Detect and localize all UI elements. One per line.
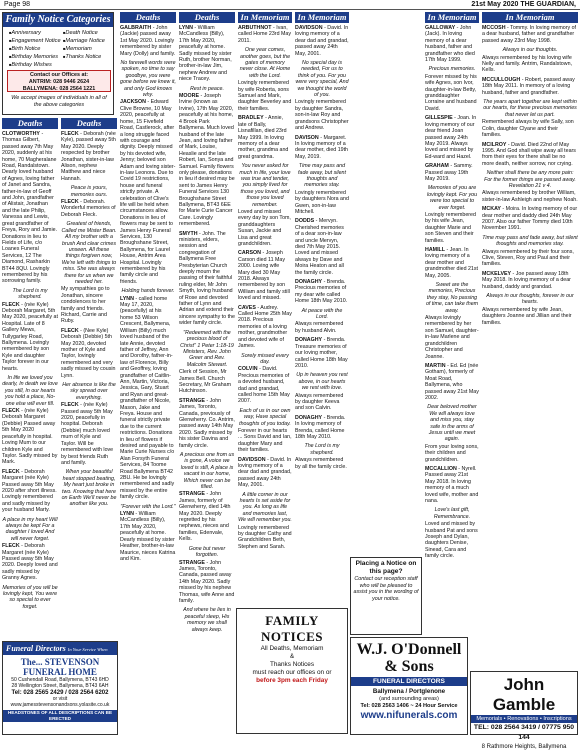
placing-body: Contact our reception staff who will be pleased to assist you in the wording of your notice. <box>353 576 419 602</box>
notice-verse: Greatest of friends, Called me Mister Bean. All my brother with a brush And clear crimes unseen. All these things forgiven now, We're left with things to miss. She was always there for us when we needed her. <box>61 221 117 285</box>
notice-surname: COLVIN <box>238 366 258 373</box>
notice-entry <box>179 491 235 542</box>
section-header-memoriam: In Memoriam <box>482 12 578 23</box>
notice-surname: DONAGHY <box>295 279 323 286</box>
notice-surname: MCKELVEY <box>482 270 512 277</box>
notice-surname: DAVIDSON <box>295 25 323 31</box>
notice-verse: Time may pass and fade away, but silent thoughts and memories stay. <box>482 234 578 248</box>
section-header-deaths: Deaths <box>61 118 117 129</box>
notice-entry <box>295 279 349 305</box>
notice-entry <box>425 466 479 504</box>
notice-surname: STRANGE <box>179 397 205 404</box>
notice-entry <box>238 115 292 160</box>
notice-verse: Gone but never forgotten. <box>188 545 226 559</box>
ad-surrounds: (and surrounding areas) <box>379 696 439 702</box>
notice-body: - William McCandless (Billy), 17th May 2020, peacefully at home. Dearly missed by sister Heather, brother-in-law Maurice, nieces Katrina and Kim. <box>120 511 176 562</box>
notice-entry <box>295 457 349 470</box>
notice-body: Always remembered by wife Jean, daughters Joanne and Jillian and their families. <box>482 306 572 326</box>
notice-surname: MCCOSH <box>482 25 506 31</box>
notice-entry <box>295 25 349 57</box>
notice-surname: FLECK <box>2 468 20 475</box>
notice-body: - John James, formerly of Glenwherry, died 14th May 2020. Deeply regretted by his nephews, nieces and families, Edenvale, Kells. <box>179 491 231 543</box>
notice-entry <box>295 393 349 412</box>
notice-entry <box>425 25 479 63</box>
ad-telephone: TEL: 028 2564 3419 / 07775 950 144 <box>473 724 575 741</box>
notice-body: Always remembered by brother William, sister-in-law Ashleigh and nephew Noah. <box>482 190 578 203</box>
category-item: ■ Death Notice <box>63 29 105 37</box>
notice-surname: GALLOWAY <box>425 25 456 31</box>
notice-body: Forever in our hearts ... Sons David and Ian, daughter Mary and their families. <box>238 427 292 454</box>
notice-verse: You never asked for much in life, your love was true and tender, you simply lived for those you loved, and those you loved remember. <box>239 163 291 208</box>
ad-address: 8 Rathmore Heights, Ballymena <box>481 744 567 750</box>
stevenson-funeral-ad <box>2 641 118 735</box>
notice-entry <box>61 286 117 324</box>
categories-list-right <box>59 27 109 63</box>
notice-entry <box>238 209 292 247</box>
notice-surname: FLECK <box>61 402 79 409</box>
notice-body: My sympathies go to Jonathan, sincere condolences to her family and friends. Richard, Carrie and Ruby. <box>61 286 110 325</box>
notice-body: - (née Kyle) Passed away 5th May 2020, peacefully in hospital. Deborah (Debbie) much loved mum of Kyle and Taylor. Will be remembered with love by best friends Ruth and family. <box>61 402 114 466</box>
notice-body: - John (Jackie) passed away 1st May 2020. Lovingly remembered by sister Mary (Dolly) and family. <box>120 25 176 57</box>
ad-address-1: 50 Cushendall Road, Ballymena, BT43 6HD <box>11 677 109 683</box>
notice-surname: FLECK <box>61 327 79 334</box>
notice-verse: A little corner in our hearts Is set aside for you. As long as life and memories last, We will remember you. <box>238 491 292 524</box>
notice-body: - Audrey. Called Home 25th May 2018. Precious memories of a loving mother, grandmother and devoted wife of James. <box>238 304 292 350</box>
notice-verse: Holding hands forever. <box>121 288 175 295</box>
categories-title: Family Notice Categories <box>3 13 113 27</box>
notice-entry <box>238 525 292 551</box>
notice-surname: LYNN <box>120 511 134 518</box>
notice-entry <box>482 206 578 232</box>
notice-surname: FLECK <box>2 408 20 415</box>
notice-entry <box>425 521 479 559</box>
ad-name-line-1: W.J. O'Donnell <box>356 641 462 658</box>
notice-verse: Peace is yours, memories ours. <box>70 185 108 198</box>
ad-website: www.nifunerals.com <box>360 710 458 721</box>
notice-verse: Love's last gift, Remembrance. <box>433 507 471 520</box>
notice-body: - Deborah (née Kyle), passed away 5th May 2020. Deeply respected by brother Jonathan, sister-in-law Alison, nephew Matthew and niece Hannah. <box>61 131 116 182</box>
deaths-column-1 <box>2 118 58 638</box>
notice-verse: Memories of you are lovingly kept. For you were too special to ever forget. <box>426 185 478 211</box>
notice-surname: FLECK <box>2 543 20 550</box>
notice-entry <box>179 231 235 327</box>
odonnell-funeral-ad <box>350 637 468 735</box>
notice-entry <box>238 366 292 404</box>
notice-body: Lovingly remembered by daughter Sandra, son-in-law Roy and grandsons Christopher and Andrew. <box>295 99 349 132</box>
notice-entry <box>120 296 176 501</box>
notice-verse: Precious memories. <box>428 66 476 73</box>
notice-body: - William McCandless (Billy), 17th May 2020, peacefully at home. Sadly missed by sister Ruth, brother Norman, brother-in-law Jim, nephew Andrew and niece Tracey. <box>179 25 232 83</box>
ad-address-2: 28 Wellington Street, Ballymena, BT43 6AH <box>11 683 109 689</box>
notice-body: Lovingly remembered by wife Roberta, sons Samuel and Mark, daughter Beverley and their families. <box>238 80 292 112</box>
notice-body: Loved and missed every day by son Tom, granddaughters Susan, Jackie and Lisa and great grandchildren. <box>238 208 291 247</box>
notice-body: From your loving sons, their children and grandchildren. <box>425 443 479 463</box>
notice-body: - Brenda. In loving memory of Brenda, called Home 18th May 2010. <box>295 414 346 440</box>
notice-surname: DONAGHY <box>295 414 323 421</box>
notice-verse: "Forever with the Lord." <box>120 503 176 510</box>
notice-body: - John (Jack). In loving memory of a dear husband, father and grandfather who died 17th May 1999. <box>425 25 475 64</box>
notice-entry <box>2 131 58 285</box>
notice-body: - Joseph Carson died 11 May 2000. Loving wife Mary died 30 May 2018. Always remembered by son William and family still loved and missed. <box>238 250 290 302</box>
ad-header-tag: In Your Service When Necessary <box>6 647 108 661</box>
notice-verse: Sweet are the memories, Precious they stay, No passing of time, can take them away. <box>425 282 479 314</box>
category-item: ■ Anniversary <box>9 29 61 37</box>
family-notices-line1: All Deaths, Memoriam <box>260 645 324 652</box>
notice-entry <box>120 511 176 562</box>
memoriam-column-2 <box>295 12 349 606</box>
ad-footer: HEADSTONES OF ALL DESCRIPTIONS CAN BE ERECTED <box>3 710 117 722</box>
notice-entry <box>179 25 235 83</box>
deaths-column-3 <box>120 12 176 732</box>
notice-verse: Neither shall there be any more pain: For the former things are passed away. Revelation 21 v 4. <box>484 170 576 189</box>
notice-surname: FLECK <box>2 301 20 308</box>
notice-body: - John James, Toronto, Canada, passed away 14th May 2020. Sadly missed by his nephew Thomas, wife Anne and family. <box>179 559 235 604</box>
notice-body: Always remembered by husband Alvin. <box>295 321 344 334</box>
memoriam-column-1 <box>238 12 292 606</box>
masthead-date: 21st May 2020 THE GUARDIAN, <box>471 1 576 8</box>
notice-entry <box>120 25 176 57</box>
notice-verse: A place in my heart Will always be kept For a daughter I loved And will never forget. <box>2 516 58 542</box>
notice-surname: JACKSON <box>120 99 146 106</box>
notice-body: Clerk of Session, Mr James Bell. Church Secretary, Mr Graham Hutchinson. <box>179 369 231 395</box>
notice-body: Forever missed by his wife Agnes, son Ivor, daughter-in-law Betty, granddaughter Lorraine and husband David. <box>425 73 477 112</box>
notice-body: - Moira. In loving memory of our dear mother and daddy died 24th May 2007. Also our father Tommy died 10th November 1991. <box>482 206 578 232</box>
notice-surname: BRADLEY <box>238 115 264 122</box>
notice-body: - Brenda. Treasure memories of our loving mother, called Home 18th May 2010. <box>295 337 348 369</box>
notice-entry <box>482 55 578 74</box>
notice-body: - Nyrell. Passed away 21st May 2018. In loving memory of a much loved wife, mother and nana. <box>425 466 479 505</box>
notice-body: Always lovingly remembered by her son Samuel, daughter-in-law Marlene and grandchildren Christopher and Joanne. <box>425 315 479 360</box>
notice-entry <box>482 77 578 96</box>
notice-body: - Ivan, called Home 23rd May 2011. <box>238 25 291 44</box>
notice-entry <box>179 398 235 449</box>
antrim-phone: 028 9446 2624 <box>53 78 90 85</box>
notice-surname: GALBRAITH <box>120 25 152 31</box>
notice-body: Lovingly remembered by his wife Jean, daughter Marie and son Steven and their families. <box>425 211 476 244</box>
notice-surname: GILLESPIE <box>425 115 453 122</box>
notice-surname: MCCULLOUGH <box>482 76 521 83</box>
notice-body: Remembered always by wife Sally, son Colin, daughter Clyane and their families. <box>482 119 574 139</box>
notice-verse: When your beautiful heart stopped beating, My heart just broke in two. Knowing that here on Earth We'll never be another like you. <box>61 469 117 508</box>
notice-surname: SMYTH <box>179 230 198 237</box>
notice-surname: DAVIDSON <box>238 456 266 463</box>
notice-entry <box>295 99 349 131</box>
notice-verse: Each of us in our own way, Have special thoughts of you today. <box>239 407 291 427</box>
section-header-deaths: Deaths <box>2 118 58 129</box>
notice-verse: Sorely missed every day. <box>241 352 289 365</box>
notice-entry <box>120 99 176 285</box>
family-notices-line2: & <box>289 653 295 660</box>
notice-body: - Mervyn. Cherished memories of a dear son-in-law and uncle Mervyn, died 7th May 2015. Loved and missed always by Dave and Moira Heaton and all the family circle. <box>295 218 344 276</box>
section-header-memoriam: In Memoriam <box>295 12 349 23</box>
notice-entry <box>295 321 349 334</box>
notice-entry <box>238 457 292 489</box>
notice-entry <box>295 415 349 441</box>
notice-entry <box>179 560 235 605</box>
notice-body: Always remembered by their four sons, Clive, Steven, Roy and Paul and their families. <box>482 248 574 268</box>
notice-verse: Dear beloved mother We will always love and miss you, stay safe in the arms of Jesus until we meet again. <box>427 404 477 443</box>
notice-body: - Jean. In loving memory of a dear mother and grandmother died 21st May, 2005. <box>425 247 479 279</box>
notice-body: - Brenda. Precious memories of my dear wife called Home 18th May 2010. <box>295 279 348 305</box>
ballymena-phone: 028 2564 1221 <box>59 85 96 92</box>
notice-body: - John. The ministers, elders, session and congregation of Ballymena Free Presbyterian Church deeply mourn the passing of their faithful ruling elder, Mr John Smyth, loving husband of Rose and devoted father of Lynn and Adrian and extend their sincere sympathy to the wider family circle. <box>179 230 235 327</box>
categories-list-left <box>5 27 65 71</box>
placing-title: Placing a Notice on this page? <box>355 560 417 575</box>
ad-header-main: Funeral Directors <box>6 644 66 653</box>
notice-entry <box>295 218 349 276</box>
notice-entry <box>61 328 117 379</box>
notice-verse: Memories of you will be lovingly kept, You were so special to ever forget. <box>2 584 58 610</box>
notice-body: - John James, Toronto, Canada, previously of Glenwherry. Co. Antrim, passed away 14th May 2020. Sadly missed by his sister Davina and family circle. <box>179 397 235 449</box>
family-notices-line4: must reach our offices on or <box>252 669 332 676</box>
section-header-deaths: Deaths <box>179 12 235 23</box>
notice-body: - David. In loving memory of a dear dad and grandad, passed away 24th May, 2001. <box>295 25 349 57</box>
notice-surname: STRANGE <box>179 491 205 498</box>
notice-entry <box>425 444 479 463</box>
notice-entry <box>179 369 235 395</box>
notice-surname: DONAGHY <box>295 337 323 344</box>
notice-entry <box>61 131 117 182</box>
notice-body: - David. Died 22nd of May 1995. And God shall wipe away all tears from their eyes for there shall be no more death, neither sorrow, nor crying. <box>482 141 576 167</box>
notice-entry <box>61 199 117 218</box>
notice-verse: Always in our thoughts, forever in our hearts. <box>486 293 574 306</box>
notice-surname: MCKAY <box>482 206 501 213</box>
notice-verse: In life we loved you dearly, In death we love you still, In our hearts you hold a place, No-one else will ever fill. <box>2 375 58 407</box>
category-item: ■ Marriage Notice <box>63 37 105 45</box>
ad-name-line-2: & Sons <box>384 658 434 675</box>
notice-body: - Tommy. In loving memory of a dear husband, father and grandfather passed away 23rd May 1998. <box>482 25 577 44</box>
ad-business-name: The... STEVENSON FUNERAL HOME <box>20 657 100 677</box>
notice-entry <box>482 119 578 138</box>
notice-surname: ARBUTHNOT <box>238 25 272 31</box>
notice-body: Always remembered by all the family circle. <box>295 457 347 470</box>
notice-body: - Deborah Margaret (née Kyle) Passed away 5th May 2020 after short illness. Lovingly remembered and sadly missed by your husband Marty. <box>2 468 57 514</box>
notice-body: - Annie, late of Bally, Lisnafillan, died 23rd May 1999. In loving memory of a dear mother, grandma and great grandma. <box>238 115 289 160</box>
ad-services: Memorials • Renovations • Inscriptions <box>471 715 577 723</box>
notice-entry <box>482 190 578 203</box>
category-item: ■ Thanks Notice <box>63 53 105 61</box>
notice-surname: MARTIN <box>425 362 446 369</box>
category-item: ■ Memoriam <box>63 45 105 53</box>
notice-body: - (née Kyle) Deborah Margaret (Debbie) Passed away 5th May 2020 peacefully in hospital. Loving Mum to our children Kyle and Taylor. Sadly missed by Mark. <box>2 408 58 466</box>
ad-locations: Ballymena / Portglenone <box>372 688 446 695</box>
notice-surname: STRANGE <box>179 559 205 566</box>
notice-verse: One year comes, another goes, but the gates of memory never close. At Home with the Lord. <box>239 47 291 79</box>
notice-entry <box>2 302 58 372</box>
notice-entry <box>2 543 58 581</box>
notice-entry <box>295 337 349 369</box>
notice-verse: The Lord is my shepherd. <box>12 287 48 301</box>
notice-body: - Deborah. Wonderful memories of Deborah Fleck. <box>61 199 116 218</box>
notice-entry <box>425 247 479 279</box>
notice-entry <box>238 305 292 350</box>
notice-entry <box>425 315 479 360</box>
memoriam-column-4 <box>482 12 578 668</box>
memoriam-column-3 <box>425 12 479 668</box>
notice-entry <box>425 363 479 401</box>
page-header-bar <box>0 0 580 10</box>
ad-business-name: John Gamble <box>492 675 556 714</box>
placing-notice-box <box>350 557 422 635</box>
gamble-memorials-ad <box>470 671 578 750</box>
ballymena-label: BALLYMENA: <box>22 85 58 92</box>
family-notices-title: FAMILY NOTICES <box>260 613 324 644</box>
notice-entry <box>2 469 58 514</box>
notice-verse: Always in our thoughts. <box>502 47 558 54</box>
notice-surname: MCCALLION <box>425 466 457 472</box>
notice-verse: Rest in peace. <box>190 85 224 92</box>
ad-header <box>3 642 117 661</box>
notice-verse: Time may pass and fade away, but silent thoughts and memories stay. <box>298 163 346 189</box>
notice-verse: Up in heaven you rest above, in our hearts we rest with love. <box>296 372 348 392</box>
notice-entry <box>238 250 292 301</box>
notice-entry <box>61 402 117 466</box>
category-item: ■ Engagement Notice <box>9 37 61 45</box>
notice-entry <box>482 25 578 44</box>
notice-body: Loved and missed by husband Pat and sons Joseph and Dylan, daughters Denise, Sinead, Cara and family circle. <box>425 521 478 560</box>
notice-surname: DAVISON <box>295 134 319 141</box>
notice-entry <box>179 93 235 228</box>
notice-surname: GRAHAM <box>425 163 449 170</box>
notice-body: - (Nee Kyle) Deborah (Debbie) 5th May 2020, devoted mother of Kyle and Taylor, lovingly remembered and very sadly missed by cousin Lynn. <box>61 327 116 379</box>
notice-entry <box>482 249 578 268</box>
notice-surname: MOORE <box>179 93 200 100</box>
notice-body: Lovingly remembered by daughter Cathy and Grandchildren Beth, Stephen and Sarah. <box>238 524 292 550</box>
notice-verse: The Lord is my shepherd. <box>304 443 340 456</box>
category-item: ■ Birth Notice <box>9 45 61 53</box>
memoriam-column-2b <box>352 12 422 552</box>
notice-body: Always remembered by his loving wife Nelly and family. Antrim, Randalstown, Kells. <box>482 54 572 74</box>
notice-verse: A precious one from us is gone, A voice we loved is still, A place is vacant in our home, Which never can be filled. <box>179 452 235 491</box>
notice-surname: MCILROY <box>482 141 507 148</box>
notice-body: - David. Precious memories of a devoted husband, dad and grandad, called home 15th May 2007. <box>238 366 290 405</box>
notice-verse: No farewell words were spoken, no time to say goodbye, you were gone before we knew it, and only God knows why. <box>120 60 176 99</box>
section-header-deaths: Deaths <box>120 12 176 23</box>
notice-surname: HAMILL <box>425 247 446 253</box>
notice-entry <box>482 271 578 290</box>
notice-verse: At peace with the Lord. <box>301 307 343 321</box>
ad-telephone: Tel: 028 2563 1406 ~ 24 Hour Service <box>360 703 458 709</box>
notice-verse: And where he lies in peaceful sleep, His memory we shall always keep. <box>183 607 231 633</box>
notice-body: Lovingly remembered by daughters Nora and Gwen, son-in-law Mitchell. <box>295 189 349 215</box>
notice-body: Always remembered by daughter Keeva and son Calvin. <box>295 392 344 412</box>
images-note: We accept images of individuals in all of the above categories <box>11 95 107 108</box>
notice-body: - Deborah Margaret (née Kyle) Passed away 5th May 2020. Deeply loved and sadly missed by Granny Agnes. <box>2 543 58 582</box>
deaths-column-4 <box>179 12 235 633</box>
notice-body: - (née Kyle) Deborah Margaret, 5th May 2020, peacefully at Hospital. Late of 8 Gallery Mews, Tullygarley Road, Ballymena. Lovingly remembered by son Kyle and daughter Taylor forever in our hearts. <box>2 301 58 372</box>
notice-body: - Robert, passed away 18th May 2011. In memory of a loving husband, father and grandfather. <box>482 76 575 96</box>
notice-body: - Ed. Ed (née Gotham), formerly of Moat Road, Ballymena, who passed away 21st May 2002. <box>425 362 479 401</box>
notice-entry <box>238 428 292 454</box>
ad-telephone: Tel: 028 2565 2429 / 028 2564 6202 <box>11 690 109 696</box>
notice-entry <box>425 212 479 244</box>
notice-body: - Edward Clive Browne, 10 May 2020, peacefully at home, 15 Fivefield Road, Castlerock, after a long struggle faced with courage and dignity. Deeply missed by his devoted wife, Jenny; beloved son Adam and loving sister-in-law Leonora. Due to Covid 19 restrictions, house and funeral strictly private. A celebration of Clive's life will be held when circumstances allow. Donations in lieu of flowers may be sent to James Henry Funeral Services, 130 Broughshane Street, Ballymena, for Laurel House, Antrim Area Hospital. Lovingly remembered by his family circle and friends. <box>120 99 176 285</box>
family-notice-categories-box <box>2 12 114 115</box>
notice-surname: CARSON <box>238 250 261 257</box>
notice-body: - Sammy. Passed away 19th May 2019. <box>425 163 473 182</box>
ad-tagline: FUNERAL DIRECTORS <box>351 677 467 686</box>
ad-website: or visit www.jamesstevensonandsons.yolasite.co.uk <box>10 696 110 708</box>
page-number: Page 98 <box>4 1 31 8</box>
family-notices-line3: Thanks Notices <box>269 661 315 668</box>
deaths-column-2 <box>61 118 117 638</box>
notice-surname: FLECK <box>61 199 79 206</box>
category-item: ■ Birthday Memories <box>9 53 61 61</box>
notice-entry <box>238 25 292 44</box>
antrim-label: ANTRIM: <box>28 78 52 85</box>
notice-surname: CLOTWORTHY <box>2 131 40 137</box>
notice-surname: CAVES <box>238 304 256 311</box>
notice-surname: FLECK <box>61 131 79 137</box>
notice-entry <box>425 163 479 182</box>
family-notices-box <box>236 608 348 734</box>
category-item: ■ Birthday Wishes <box>9 61 61 69</box>
notice-verse: The years apart together are kept within our hearts, for these precious memories that never let us part. <box>483 99 577 118</box>
section-header-memoriam: In Memoriam <box>425 12 479 23</box>
notice-entry <box>295 135 349 161</box>
notice-body: - Joan. In loving memory of our dear friend Joan passed away 24th May 2019. Always loved and missed by Ed-ward and Hazel. <box>425 115 477 160</box>
family-notices-deadline: before 3pm each Friday <box>256 677 328 684</box>
notice-verse: "Redeemed with the precious blood of Christ" 1 Peter 1:18-19 Ministers, Rev. John Greer and Rev. Malcolm Stewart. <box>180 329 234 368</box>
contact-offices-box <box>7 70 111 92</box>
notice-entry <box>425 115 479 160</box>
notice-entry <box>482 307 578 326</box>
notice-body: - David. In loving memory of a dear dad and grandad, passed away 24th May, 2001. <box>238 456 292 489</box>
notice-surname: LYNN <box>120 295 134 302</box>
notice-body: - Joe passed away 18th May 2018. In loving memory of a dear husband, daddy and grandad. <box>482 270 571 290</box>
notice-entry <box>482 142 578 168</box>
notice-body: - Margaret. In loving memory of a dear mother, died 19th May, 2019. <box>295 134 349 160</box>
notice-surname: DODDS <box>295 218 315 225</box>
notice-entry <box>2 408 58 466</box>
notice-verse: Her absence is like the sky spread over everything. <box>62 382 116 401</box>
notice-body: - Joseph Irvine (known as Irvine), 17th May 2020, peacefully at his home, 4 Brook Park Ballymena. Much loved husband of the late Jean, and loving father of Mark, Louise, Heaslie and the late Robert, Ian, Sonya and Samuel. Family flowers only please, donations in lieu if desired may be sent to James Henry Funeral Services 130 Broughshane Street Ballymena, BT43 6EE for Marie Curie Cancer Care. Lovingly remembered. <box>179 93 235 228</box>
notice-body: - called home May 17, 2020, (peacefully) at his home 53 Wilson Crescent, Ballymena, William (Billy) much loved husband of the late Annie, devoted father of Jeffrey, Ann and Dorothy, father-in-law of Florence, Billy and Geoffrey, loving grandfather of Caitlin-Ann, Martin, Victoria, Jessica, Gary, Stuart and Ryan and great-grandfather of Nicole, Mason, Jake and Freya. House and funeral strictly private due to the current restrictions. Donations in lieu of flowers if desired and payable to Marie Curie Nurses c/o Alan Forsyth Funeral Services, 84 Toome Road Ballymena BT42 2BU. He be lovingly remembered and sadly missed by the entire family circle. <box>120 295 175 501</box>
notice-surname: LYNN <box>179 25 193 31</box>
contact-title: Contact our Offices at: <box>29 72 89 78</box>
notice-body: - Thomas Gilbert, passed away 7th May 2020, suddenly at his home, 70 Magheralane Road, Randalstown. Dearly loved husband of Agnes, loving father of Janet and Sandra, father-in-law of Geoff and John, grandfather of Alistair, Jonathan and the late Philip, Vanessa and Lewis, great grandfather of Freya, Rory and Jamie. Donations in lieu to Fields of Life, c/o Loanes Funeral Services, 12 The Diamond, Rasharkin BT44 8QU. Lovingly remembered by his sorrowing family. <box>2 131 58 285</box>
section-header-memoriam: In Memoriam <box>238 12 292 23</box>
notice-verse: No special day is needed, For us to think of you. For you were very special, And we thought the world of you. <box>295 60 349 99</box>
notice-entry <box>425 74 479 112</box>
notice-entry <box>295 190 349 216</box>
notice-entry <box>238 80 292 112</box>
